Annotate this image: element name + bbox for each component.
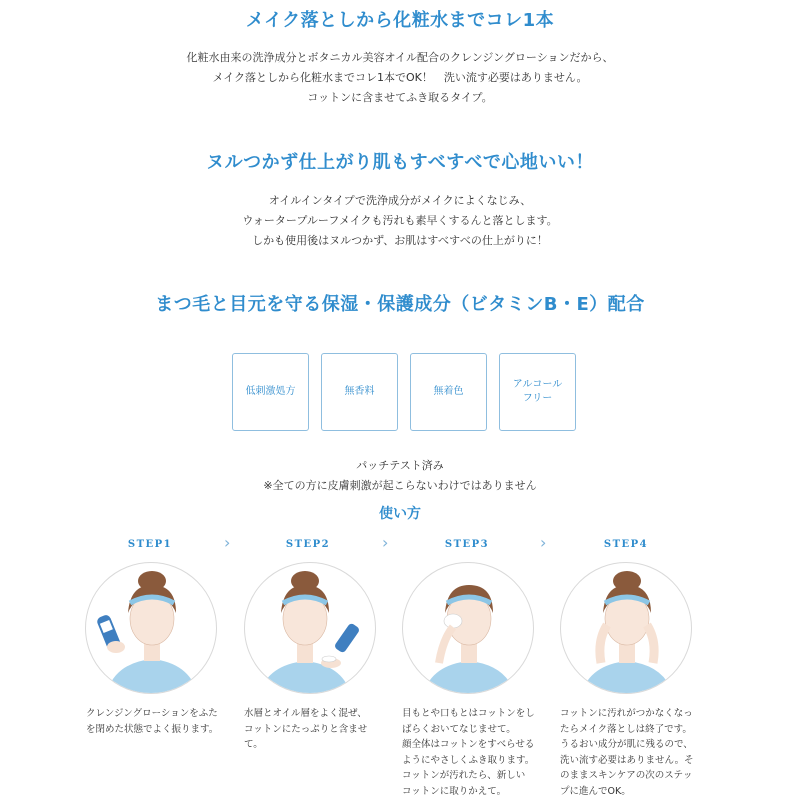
feature-badges: [232, 353, 577, 431]
step4-line: のままスキンケアの次のステッ: [560, 770, 693, 781]
step3-label: STEP3: [444, 539, 490, 550]
step4-line: 洗い流す必要はありません。そ: [560, 754, 694, 766]
step2-line: て。: [244, 739, 263, 750]
badge-fragrance-free: [321, 353, 398, 431]
step4-line: コットンに汚れがつかなくなっ: [560, 708, 693, 719]
step3-line: ばらくおいてなじませて。: [402, 723, 516, 735]
section1-title: メイク落としから化粧水までコレ1本: [245, 10, 555, 31]
chevron-right-icon: ›: [382, 533, 389, 552]
section2-title: ヌルつかず仕上がり肌もすべすべで心地いい！: [206, 152, 594, 173]
section2-line: しかも使用後はヌルつかず、お肌はすべすべの仕上がりに！: [252, 234, 548, 247]
section1-line: メイク落としから化粧水までコレ1本でOK！ 洗い流す必要はありません。: [212, 71, 588, 84]
step2-line: 水層とオイル層をよく混ぜ、: [244, 708, 367, 719]
section1-line: コットンに含ませてふき取るタイプ。: [307, 91, 493, 104]
step3-line: コットンが汚れたら、新しい: [402, 770, 526, 781]
badge-label: 低刺激処方: [245, 386, 296, 397]
step2-line: コットンにたっぷりと含ませ: [244, 723, 368, 735]
section2-text: [0, 191, 800, 251]
step4-label: STEP4: [603, 539, 649, 550]
step1-description: [86, 706, 238, 737]
badge-label: 無香料: [344, 386, 375, 397]
step3-line: 目もとや口もとはコットンをし: [402, 708, 535, 719]
step4-line: プに進んでOK。: [560, 785, 631, 797]
step4-line: たらメイク落としは終了です。: [560, 723, 692, 735]
badge-label: フリー: [522, 393, 553, 404]
section2-line: オイルインタイプで洗浄成分がメイクによくなじみ、: [268, 194, 532, 207]
step4-illustration: [560, 562, 692, 694]
step3-line: 顔全体はコットンをすべらせる: [402, 739, 535, 750]
badge-low-irritation: [232, 353, 309, 431]
step1-line: クレンジングローションをふた: [86, 708, 218, 719]
step1-label: STEP1: [127, 539, 173, 550]
chevron-right-icon: ›: [224, 533, 231, 552]
step3-line: ようにやさしくふき取ります。: [402, 754, 535, 766]
step4-description: [560, 706, 712, 799]
usage-title: 使い方: [379, 506, 421, 522]
step3-description: [402, 706, 554, 799]
step4-line: うるおい成分が肌に残るので、: [560, 739, 693, 750]
step2-illustration: [244, 562, 376, 694]
section1-text: [0, 48, 800, 108]
section3-title: まつ毛と目元を守る保湿・保護成分（ビタミンB・E）配合: [155, 294, 645, 315]
badge-colorant-free: [410, 353, 487, 431]
disclaimer-note: ※全ての方に皮膚刺激が起こらないわけではありません: [263, 479, 537, 492]
badge-label: 無着色: [433, 386, 464, 397]
badge-alcohol-free: [499, 353, 576, 431]
step1-line: を閉めた状態でよく振ります。: [86, 723, 219, 735]
step3-line: コットンに取りかえて。: [402, 785, 507, 797]
step3-illustration: [402, 562, 534, 694]
step2-label: STEP2: [285, 539, 331, 550]
patch-test-note: パッチテスト済み: [356, 459, 444, 472]
section1-line: 化粧水由来の洗浄成分とボタニカル美容オイル配合のクレンジングローションだから、: [186, 51, 614, 64]
section2-line: ウォータープルーフメイクも汚れも素早くするんと落とします。: [242, 214, 558, 227]
step2-description: [244, 706, 396, 753]
badge-label: アルコール: [512, 379, 563, 390]
step1-illustration: [85, 562, 217, 694]
chevron-right-icon: ›: [540, 533, 547, 552]
